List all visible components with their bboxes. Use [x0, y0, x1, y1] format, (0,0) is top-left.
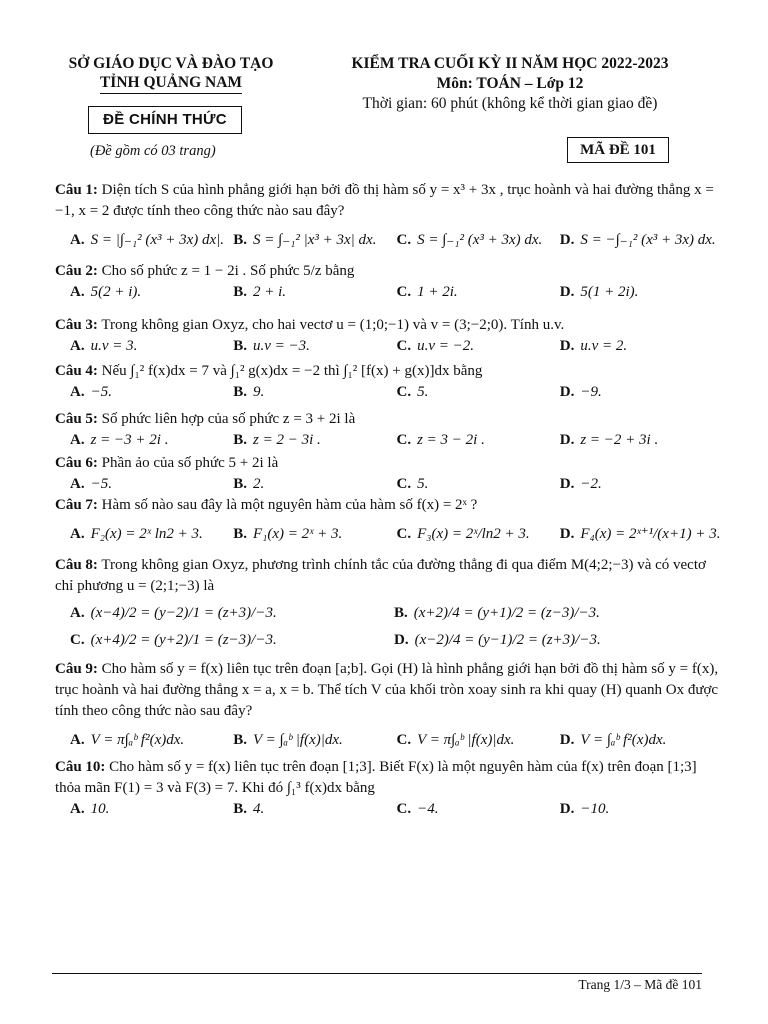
answer-option-d[interactable] — [560, 524, 723, 545]
option-letter: C. — [396, 338, 412, 354]
option-value: 5(2 + i). — [90, 284, 142, 300]
answer-option-d[interactable] — [560, 474, 723, 495]
option-value: −4. — [417, 801, 439, 817]
option-letter: D. — [559, 476, 575, 492]
answer-option-a[interactable] — [70, 382, 233, 403]
answer-option-c[interactable] — [397, 336, 560, 357]
time-note: Thời gian: 60 phút (không kể thời gian giao đề) — [362, 95, 658, 112]
option-value: 5(1 + 2i). — [580, 284, 639, 300]
option-value: V = ∫ₐᵇ f²(x)dx. — [580, 732, 667, 748]
option-letter: A. — [70, 476, 85, 492]
answer-options — [55, 524, 723, 545]
option-letter: B. — [233, 384, 248, 400]
answer-option-a[interactable] — [70, 336, 233, 357]
answer-option-d[interactable] — [560, 230, 723, 251]
answer-option-d[interactable] — [560, 336, 723, 357]
question-text — [55, 409, 723, 430]
answer-option-b[interactable] — [233, 730, 396, 751]
question-number: Câu 3: — [55, 317, 98, 333]
answer-option-b[interactable] — [394, 603, 718, 624]
answer-option-a[interactable] — [70, 603, 394, 624]
option-letter: B. — [233, 338, 248, 354]
question-stem: Trong không gian Oxyz, cho hai vectơ u = (1;0;−1) và v = (3;−2;0). Tính u.v. — [101, 317, 565, 333]
option-letter: C. — [396, 384, 412, 400]
option-value: 10. — [90, 801, 110, 817]
answer-option-d[interactable] — [560, 799, 723, 820]
question-3 — [55, 315, 723, 357]
footer-divider — [52, 973, 702, 974]
option-value: S = ∫₋₁² (x³ + 3x) dx. — [417, 232, 543, 248]
answer-option-c[interactable] — [70, 630, 394, 651]
option-letter: B. — [233, 732, 248, 748]
question-list — [55, 180, 723, 830]
answer-options — [55, 230, 723, 251]
answer-option-b[interactable] — [233, 336, 396, 357]
question-stem: Cho số phức z = 1 − 2i . Số phức 5/z bằng — [101, 263, 355, 279]
answer-options — [55, 630, 723, 651]
answer-option-b[interactable] — [233, 282, 396, 303]
answer-option-c[interactable] — [397, 524, 560, 545]
question-2 — [55, 261, 723, 303]
option-value: 5. — [417, 384, 429, 400]
answer-option-c[interactable] — [397, 799, 560, 820]
option-value: F₄(x) = 2ˣ⁺¹/(x+1) + 3. — [580, 526, 721, 542]
question-number: Câu 4: — [55, 363, 98, 379]
option-letter: A. — [70, 432, 85, 448]
question-text — [55, 453, 723, 474]
answer-option-d[interactable] — [560, 382, 723, 403]
question-1 — [55, 180, 723, 251]
option-letter: B. — [233, 801, 248, 817]
answer-option-b[interactable] — [233, 474, 396, 495]
question-number: Câu 6: — [55, 455, 98, 471]
answer-option-a[interactable] — [70, 524, 233, 545]
answer-option-d[interactable] — [560, 430, 723, 451]
answer-option-d[interactable] — [560, 282, 723, 303]
answer-option-a[interactable] — [70, 230, 233, 251]
question-text — [55, 315, 723, 336]
option-value: z = 3 − 2i . — [417, 432, 485, 448]
answer-option-b[interactable] — [233, 799, 396, 820]
option-letter: D. — [559, 526, 575, 542]
option-value: S = −∫₋₁² (x³ + 3x) dx. — [580, 232, 716, 248]
option-letter: A. — [70, 284, 85, 300]
option-letter: C. — [396, 526, 412, 542]
answer-options — [55, 430, 723, 451]
option-letter: B. — [233, 232, 248, 248]
answer-options — [55, 474, 723, 495]
question-number: Câu 9: — [55, 661, 98, 677]
question-number: Câu 8: — [55, 557, 98, 573]
question-10 — [55, 757, 723, 820]
option-letter: C. — [396, 476, 412, 492]
option-letter: C. — [70, 632, 85, 648]
question-stem: Cho hàm số y = f(x) liên tục trên đoạn [1;3]. Biết F(x) là một nguyên hàm của f(x) trên đoạn [1;3] thỏa mãn F(1) = 3 và F(3) = 7. Khi đó ∫₁³ f(x)dx bằng — [55, 759, 697, 796]
answer-option-d[interactable] — [394, 630, 718, 651]
option-letter: C. — [396, 432, 412, 448]
option-letter: C. — [396, 284, 412, 300]
option-letter: D. — [559, 432, 575, 448]
option-letter: C. — [396, 732, 412, 748]
question-4 — [55, 361, 723, 403]
option-letter: D. — [559, 732, 575, 748]
question-5 — [55, 409, 723, 451]
question-text — [55, 180, 723, 222]
option-value: 5. — [417, 476, 429, 492]
answer-option-b[interactable] — [233, 230, 396, 251]
question-number: Câu 2: — [55, 263, 98, 279]
question-number: Câu 7: — [55, 497, 98, 513]
option-value: 1 + 2i. — [417, 284, 458, 300]
answer-options — [55, 282, 723, 303]
option-letter: B. — [233, 526, 248, 542]
option-letter: A. — [70, 338, 85, 354]
option-letter: D. — [394, 632, 409, 648]
option-value: z = 2 − 3i . — [253, 432, 321, 448]
answer-option-b[interactable] — [233, 382, 396, 403]
question-number: Câu 10: — [55, 759, 106, 775]
question-stem: Diện tích S của hình phẳng giới hạn bởi đồ thị hàm số y = x³ + 3x , trục hoành và hai đường thẳng x = −1, x = 2 được tính theo công thức nào sau đây? — [55, 182, 714, 219]
answer-options — [55, 382, 723, 403]
option-letter: C. — [396, 232, 412, 248]
question-6 — [55, 453, 723, 495]
question-stem: Số phức liên hợp của số phức z = 3 + 2i là — [101, 411, 356, 427]
option-value: (x+4)/2 = (y+2)/1 = (z−3)/−3. — [90, 632, 277, 648]
option-value: F₃(x) = 2ˣ/ln2 + 3. — [417, 526, 530, 542]
question-stem: Trong không gian Oxyz, phương trình chính tắc của đường thẳng đi qua điểm M(4;2;−3) và có vectơ chỉ phương u = (2;1;−3) là — [55, 557, 706, 594]
department-header — [46, 54, 296, 94]
answer-option-c[interactable] — [397, 282, 560, 303]
question-text — [55, 361, 723, 382]
question-stem: Cho hàm số y = f(x) liên tục trên đoạn [a;b]. Gọi (H) là hình phẳng giới hạn bởi đồ thị hàm số y = f(x), trục hoành và hai đường thẳng x = a, x = b. Thể tích V của khối tròn xoay sinh ra khi quay (H) quanh Ox được tính theo công thức nào sau đây? — [55, 661, 719, 719]
option-value: 9. — [253, 384, 265, 400]
option-value: u.v = −2. — [417, 338, 474, 354]
option-value: (x−2)/4 = (y−1)/2 = (z+3)/−3. — [414, 632, 601, 648]
answer-option-c[interactable] — [397, 474, 560, 495]
option-letter: B. — [233, 432, 248, 448]
subject: Môn: TOÁN – Lớp 12 — [436, 75, 584, 92]
answer-options — [55, 603, 723, 624]
option-value: z = −3 + 2i . — [90, 432, 169, 448]
question-stem: Phần ảo của số phức 5 + 2i là — [101, 455, 279, 471]
option-value: −5. — [90, 476, 112, 492]
option-value: −9. — [580, 384, 602, 400]
option-letter: D. — [559, 284, 575, 300]
option-letter: D. — [559, 801, 575, 817]
question-stem: Nếu ∫₁² f(x)dx = 7 và ∫₁² g(x)dx = −2 thì ∫₁² [f(x) + g(x)]dx bằng — [101, 363, 483, 379]
option-letter: A. — [70, 732, 85, 748]
answer-option-c[interactable] — [397, 730, 560, 751]
question-7 — [55, 495, 723, 545]
answer-option-c[interactable] — [397, 430, 560, 451]
answer-option-c[interactable] — [397, 230, 560, 251]
question-stem: Hàm số nào sau đây là một nguyên hàm của hàm số f(x) = 2ˣ ? — [101, 497, 478, 513]
option-value: u.v = 2. — [580, 338, 628, 354]
question-text — [55, 555, 723, 597]
question-text — [55, 757, 723, 799]
option-letter: A. — [70, 526, 85, 542]
option-value: (x−4)/2 = (y−2)/1 = (z+3)/−3. — [90, 605, 277, 621]
option-letter: A. — [70, 232, 85, 248]
option-value: S = ∫₋₁² |x³ + 3x| dx. — [253, 232, 377, 248]
option-value: −10. — [580, 801, 610, 817]
answer-options — [55, 336, 723, 357]
option-value: F₁(x) = 2ˣ + 3. — [253, 526, 343, 542]
option-value: F₂(x) = 2ˣ ln2 + 3. — [90, 526, 203, 542]
option-value: S = |∫₋₁² (x³ + 3x) dx|. — [90, 232, 225, 248]
official-label: ĐỀ CHÍNH THỨC — [88, 106, 242, 134]
option-letter: B. — [233, 476, 248, 492]
answer-option-a[interactable] — [70, 730, 233, 751]
question-number: Câu 5: — [55, 411, 98, 427]
option-letter: D. — [559, 232, 575, 248]
option-letter: B. — [394, 605, 408, 621]
answer-option-b[interactable] — [233, 524, 396, 545]
option-letter: C. — [396, 801, 412, 817]
option-value: u.v = −3. — [253, 338, 310, 354]
option-letter: A. — [70, 384, 85, 400]
answer-option-c[interactable] — [397, 382, 560, 403]
question-number: Câu 1: — [55, 182, 98, 198]
option-letter: D. — [559, 338, 575, 354]
option-value: V = ∫ₐᵇ |f(x)|dx. — [253, 732, 343, 748]
exam-title: KIỂM TRA CUỐI KỲ II NĂM HỌC 2022-2023 — [351, 55, 669, 72]
question-8 — [55, 555, 723, 651]
option-value: V = π∫ₐᵇ f²(x)dx. — [90, 732, 185, 748]
answer-option-d[interactable] — [560, 730, 723, 751]
option-value: (x+2)/4 = (y+1)/2 = (z−3)/−3. — [413, 605, 600, 621]
pages-note: (Đề gồm có 03 trang) — [90, 143, 216, 159]
answer-option-b[interactable] — [233, 430, 396, 451]
province-name: TỈNH QUẢNG NAM — [100, 73, 242, 94]
exam-header — [300, 54, 720, 114]
question-9 — [55, 659, 723, 751]
answer-option-a[interactable] — [70, 799, 233, 820]
exam-code: MÃ ĐỀ 101 — [567, 137, 669, 163]
option-value: 2 + i. — [253, 284, 287, 300]
question-text — [55, 261, 723, 282]
answer-option-a[interactable] — [70, 430, 233, 451]
option-value: z = −2 + 3i . — [580, 432, 659, 448]
option-letter: D. — [559, 384, 575, 400]
option-value: u.v = 3. — [90, 338, 138, 354]
option-letter: A. — [70, 801, 85, 817]
option-value: 2. — [253, 476, 265, 492]
option-value: −2. — [580, 476, 602, 492]
option-letter: A. — [70, 605, 85, 621]
department-name: SỞ GIÁO DỤC VÀ ĐÀO TẠO — [68, 55, 274, 72]
answer-options — [55, 799, 723, 820]
answer-options — [55, 730, 723, 751]
answer-option-a[interactable] — [70, 282, 233, 303]
option-value: 4. — [253, 801, 265, 817]
option-value: V = π∫ₐᵇ |f(x)|dx. — [417, 732, 515, 748]
option-letter: B. — [233, 284, 248, 300]
question-text — [55, 495, 723, 516]
option-value: −5. — [90, 384, 112, 400]
page-footer: Trang 1/3 – Mã đề 101 — [578, 977, 702, 992]
answer-option-a[interactable] — [70, 474, 233, 495]
question-text — [55, 659, 723, 722]
